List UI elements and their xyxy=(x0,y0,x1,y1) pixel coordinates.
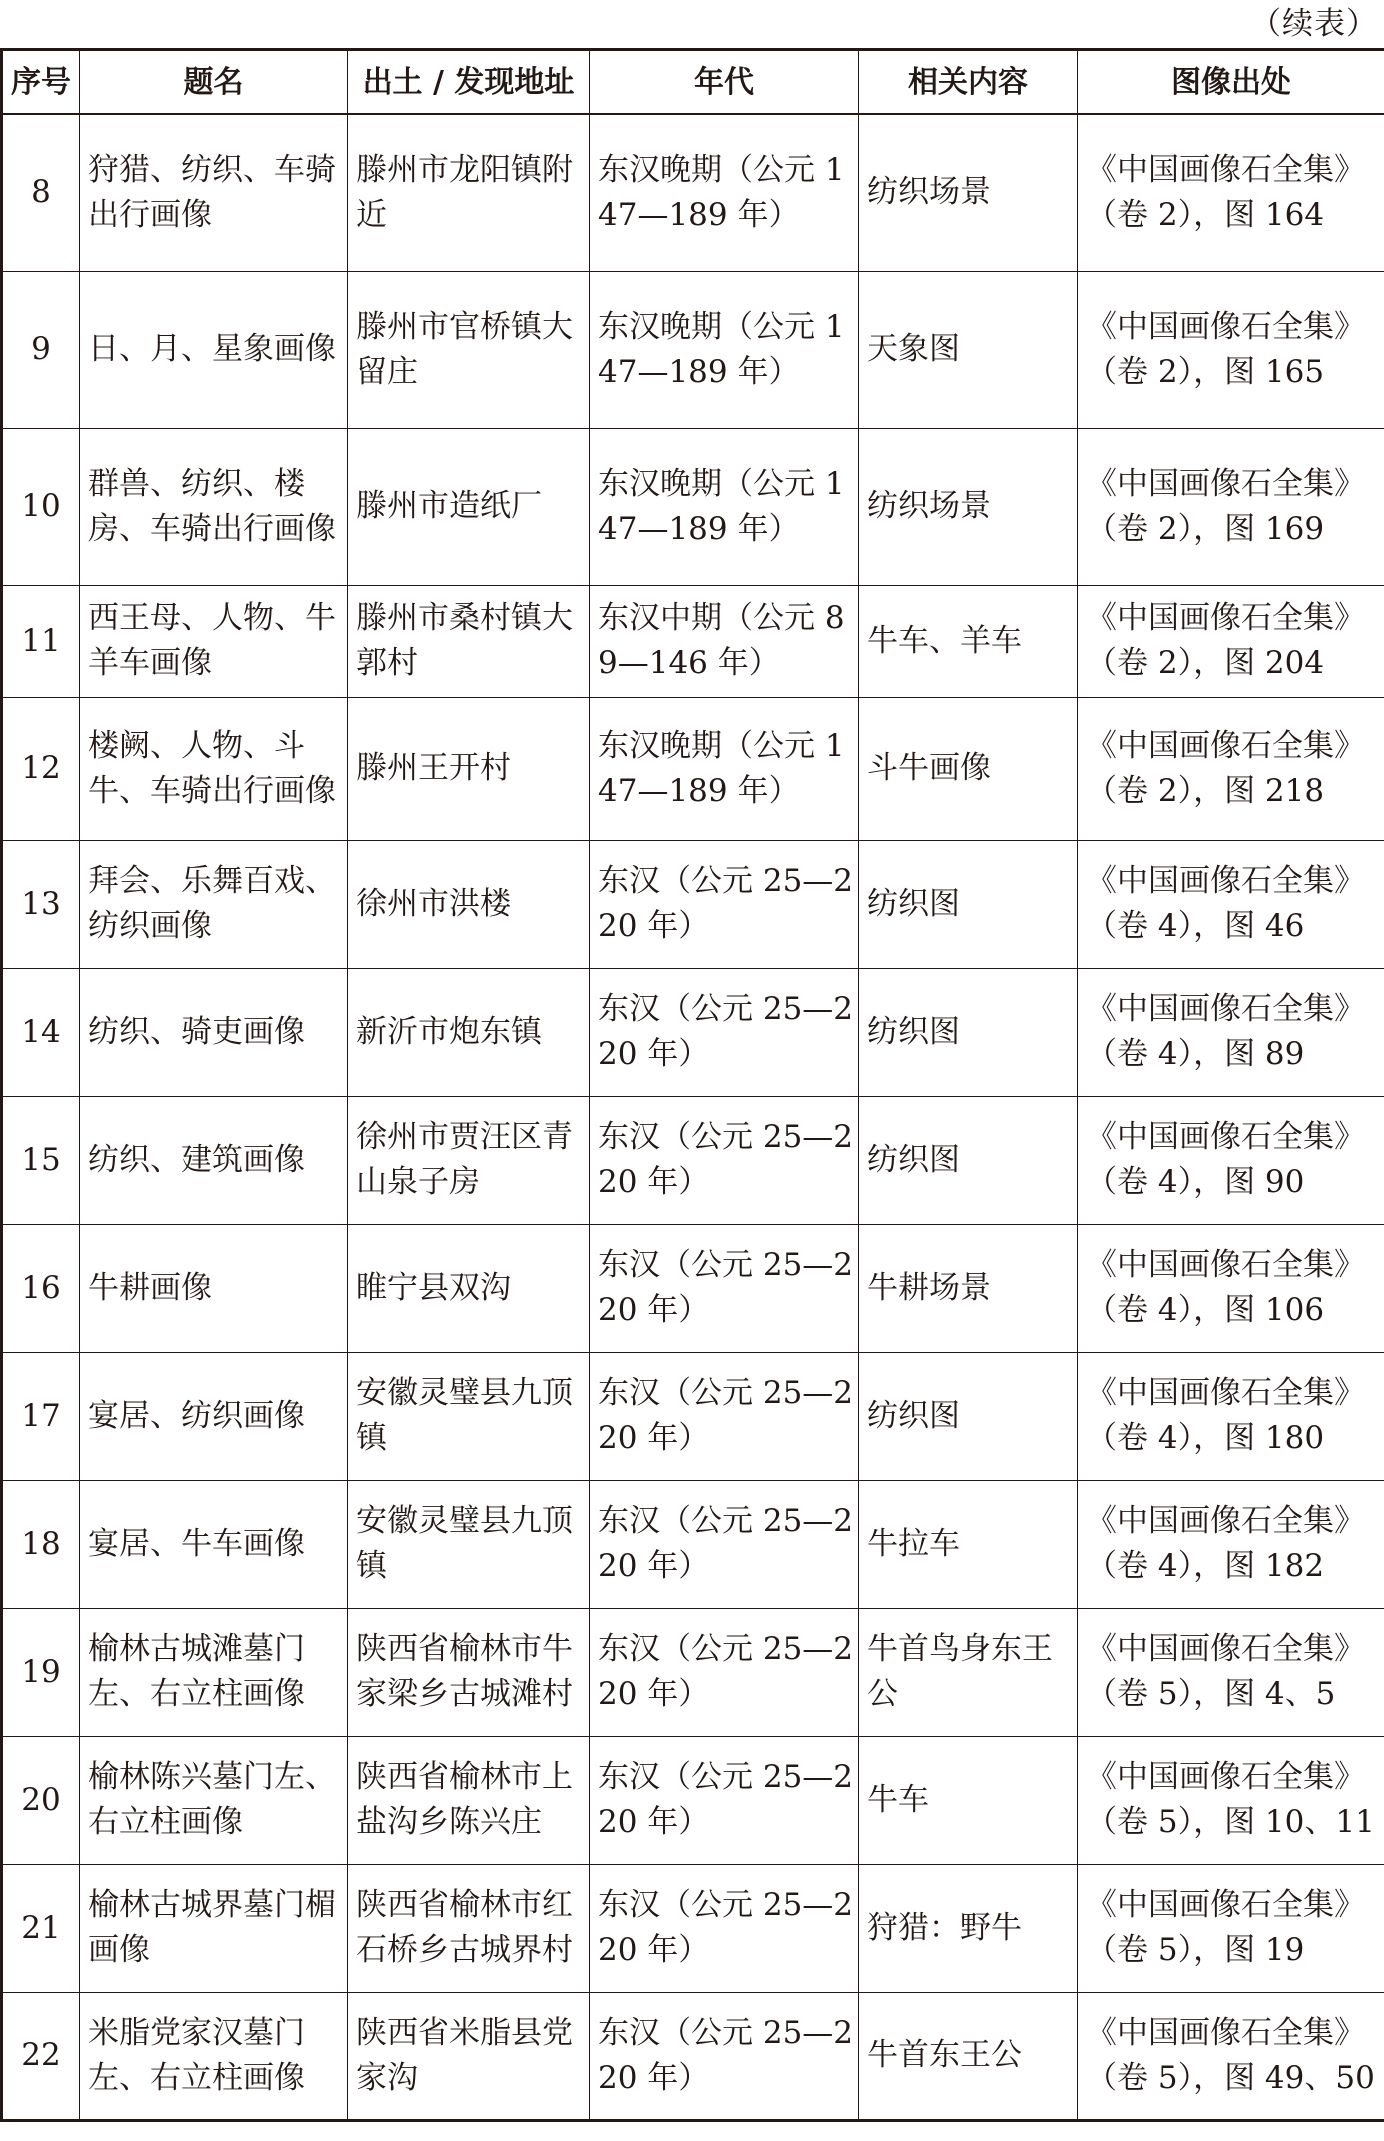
cell-no: 9 xyxy=(2,271,80,428)
cell-no: 22 xyxy=(2,1992,80,2120)
cell-title: 宴居、牛车画像 xyxy=(80,1480,348,1608)
cell-title: 榆林古城界墓门楣画像 xyxy=(80,1864,348,1992)
cell-no: 18 xyxy=(2,1480,80,1608)
table-header xyxy=(2,50,1384,115)
cell-source: 《中国画像石全集》（卷 4），图 90 xyxy=(1078,1096,1384,1224)
cell-title: 狩猎、纺织、车骑出行画像 xyxy=(80,114,348,271)
cell-no: 10 xyxy=(2,428,80,585)
cell-content: 牛耕场景 xyxy=(859,1224,1078,1352)
cell-content: 纺织图 xyxy=(859,1096,1078,1224)
cell-location: 新沂市炮东镇 xyxy=(348,968,590,1096)
cell-source: 《中国画像石全集》（卷 2），图 204 xyxy=(1078,585,1384,697)
cell-no: 14 xyxy=(2,968,80,1096)
header-content: 相关内容 xyxy=(859,50,1078,115)
header-source: 图像出处 xyxy=(1078,50,1384,115)
table-row xyxy=(2,1608,1384,1736)
table-row xyxy=(2,271,1384,428)
cell-period: 东汉晚期（公元 147—189 年） xyxy=(590,428,859,585)
table-row xyxy=(2,1864,1384,1992)
cell-period: 东汉晚期（公元 147—189 年） xyxy=(590,114,859,271)
cell-content: 牛车 xyxy=(859,1736,1078,1864)
table-row xyxy=(2,697,1384,840)
cell-no: 21 xyxy=(2,1864,80,1992)
cell-no: 17 xyxy=(2,1352,80,1480)
cell-content: 牛拉车 xyxy=(859,1480,1078,1608)
table-row xyxy=(2,1992,1384,2120)
cell-source: 《中国画像石全集》（卷 5），图 49、50 xyxy=(1078,1992,1384,2120)
cell-no: 8 xyxy=(2,114,80,271)
cell-title: 群兽、纺织、楼房、车骑出行画像 xyxy=(80,428,348,585)
cell-title: 纺织、骑吏画像 xyxy=(80,968,348,1096)
table-row xyxy=(2,1736,1384,1864)
table-row xyxy=(2,428,1384,585)
header-location: 出土 / 发现地址 xyxy=(348,50,590,115)
cell-location: 睢宁县双沟 xyxy=(348,1224,590,1352)
cell-source: 《中国画像石全集》（卷 5），图 10、11 xyxy=(1078,1736,1384,1864)
cell-title: 牛耕画像 xyxy=(80,1224,348,1352)
header-title: 题名 xyxy=(80,50,348,115)
table-row xyxy=(2,1096,1384,1224)
cell-location: 滕州市官桥镇大留庄 xyxy=(348,271,590,428)
cell-title: 拜会、乐舞百戏、纺织画像 xyxy=(80,840,348,968)
cell-period: 东汉（公元 25—220 年） xyxy=(590,968,859,1096)
cell-period: 东汉（公元 25—220 年） xyxy=(590,1480,859,1608)
cell-source: 《中国画像石全集》（卷 2），图 169 xyxy=(1078,428,1384,585)
cell-content: 天象图 xyxy=(859,271,1078,428)
cell-source: 《中国画像石全集》（卷 2），图 218 xyxy=(1078,697,1384,840)
table-row xyxy=(2,114,1384,271)
cell-source: 《中国画像石全集》（卷 4），图 46 xyxy=(1078,840,1384,968)
cell-period: 东汉（公元 25—220 年） xyxy=(590,1992,859,2120)
cell-source: 《中国画像石全集》（卷 2），图 165 xyxy=(1078,271,1384,428)
cell-no: 12 xyxy=(2,697,80,840)
cell-period: 东汉（公元 25—220 年） xyxy=(590,1608,859,1736)
cell-period: 东汉（公元 25—220 年） xyxy=(590,1352,859,1480)
cell-source: 《中国画像石全集》（卷 4），图 180 xyxy=(1078,1352,1384,1480)
cell-location: 安徽灵璧县九顶镇 xyxy=(348,1352,590,1480)
cell-content: 纺织图 xyxy=(859,1352,1078,1480)
continued-label: （续表） xyxy=(1250,6,1378,42)
cell-title: 宴居、纺织画像 xyxy=(80,1352,348,1480)
table-row xyxy=(2,585,1384,697)
cell-source: 《中国画像石全集》（卷 5），图 19 xyxy=(1078,1864,1384,1992)
table-body xyxy=(2,114,1384,2120)
table-row xyxy=(2,1352,1384,1480)
cell-location: 陕西省榆林市牛家梁乡古城滩村 xyxy=(348,1608,590,1736)
cell-period: 东汉（公元 25—220 年） xyxy=(590,840,859,968)
cell-location: 滕州市龙阳镇附近 xyxy=(348,114,590,271)
cell-no: 16 xyxy=(2,1224,80,1352)
cell-title: 榆林陈兴墓门左、右立柱画像 xyxy=(80,1736,348,1864)
cell-source: 《中国画像石全集》（卷 2），图 164 xyxy=(1078,114,1384,271)
header-no: 序号 xyxy=(2,50,80,115)
cell-location: 安徽灵璧县九顶镇 xyxy=(348,1480,590,1608)
cell-location: 陕西省米脂县党家沟 xyxy=(348,1992,590,2120)
table-row xyxy=(2,968,1384,1096)
cell-content: 纺织场景 xyxy=(859,428,1078,585)
cell-title: 日、月、星象画像 xyxy=(80,271,348,428)
cell-content: 牛首鸟身东王公 xyxy=(859,1608,1078,1736)
cell-period: 东汉晚期（公元 147—189 年） xyxy=(590,697,859,840)
cell-location: 滕州王开村 xyxy=(348,697,590,840)
cell-period: 东汉（公元 25—220 年） xyxy=(590,1864,859,1992)
cell-title: 榆林古城滩墓门左、右立柱画像 xyxy=(80,1608,348,1736)
cell-source: 《中国画像石全集》（卷 4），图 89 xyxy=(1078,968,1384,1096)
cell-period: 东汉中期（公元 89—146 年） xyxy=(590,585,859,697)
table-row xyxy=(2,1224,1384,1352)
data-table xyxy=(0,48,1384,2122)
cell-no: 11 xyxy=(2,585,80,697)
cell-no: 19 xyxy=(2,1608,80,1736)
header-period: 年代 xyxy=(590,50,859,115)
cell-location: 陕西省榆林市红石桥乡古城界村 xyxy=(348,1864,590,1992)
cell-period: 东汉晚期（公元 147—189 年） xyxy=(590,271,859,428)
cell-content: 纺织图 xyxy=(859,840,1078,968)
header-row xyxy=(2,50,1384,115)
cell-content: 牛首东王公 xyxy=(859,1992,1078,2120)
cell-location: 徐州市洪楼 xyxy=(348,840,590,968)
cell-title: 纺织、建筑画像 xyxy=(80,1096,348,1224)
cell-location: 徐州市贾汪区青山泉子房 xyxy=(348,1096,590,1224)
cell-content: 纺织图 xyxy=(859,968,1078,1096)
cell-source: 《中国画像石全集》（卷 4），图 182 xyxy=(1078,1480,1384,1608)
cell-no: 20 xyxy=(2,1736,80,1864)
cell-title: 楼阙、人物、斗牛、车骑出行画像 xyxy=(80,697,348,840)
cell-content: 斗牛画像 xyxy=(859,697,1078,840)
cell-source: 《中国画像石全集》（卷 5），图 4、5 xyxy=(1078,1608,1384,1736)
table-row xyxy=(2,1480,1384,1608)
cell-period: 东汉（公元 25—220 年） xyxy=(590,1224,859,1352)
cell-content: 狩猎：野牛 xyxy=(859,1864,1078,1992)
cell-period: 东汉（公元 25—220 年） xyxy=(590,1736,859,1864)
cell-location: 陕西省榆林市上盐沟乡陈兴庄 xyxy=(348,1736,590,1864)
cell-title: 西王母、人物、牛羊车画像 xyxy=(80,585,348,697)
cell-no: 13 xyxy=(2,840,80,968)
cell-no: 15 xyxy=(2,1096,80,1224)
cell-content: 牛车、羊车 xyxy=(859,585,1078,697)
cell-source: 《中国画像石全集》（卷 4），图 106 xyxy=(1078,1224,1384,1352)
cell-content: 纺织场景 xyxy=(859,114,1078,271)
cell-location: 滕州市桑村镇大郭村 xyxy=(348,585,590,697)
cell-period: 东汉（公元 25—220 年） xyxy=(590,1096,859,1224)
cell-location: 滕州市造纸厂 xyxy=(348,428,590,585)
cell-title: 米脂党家汉墓门左、右立柱画像 xyxy=(80,1992,348,2120)
table-row xyxy=(2,840,1384,968)
